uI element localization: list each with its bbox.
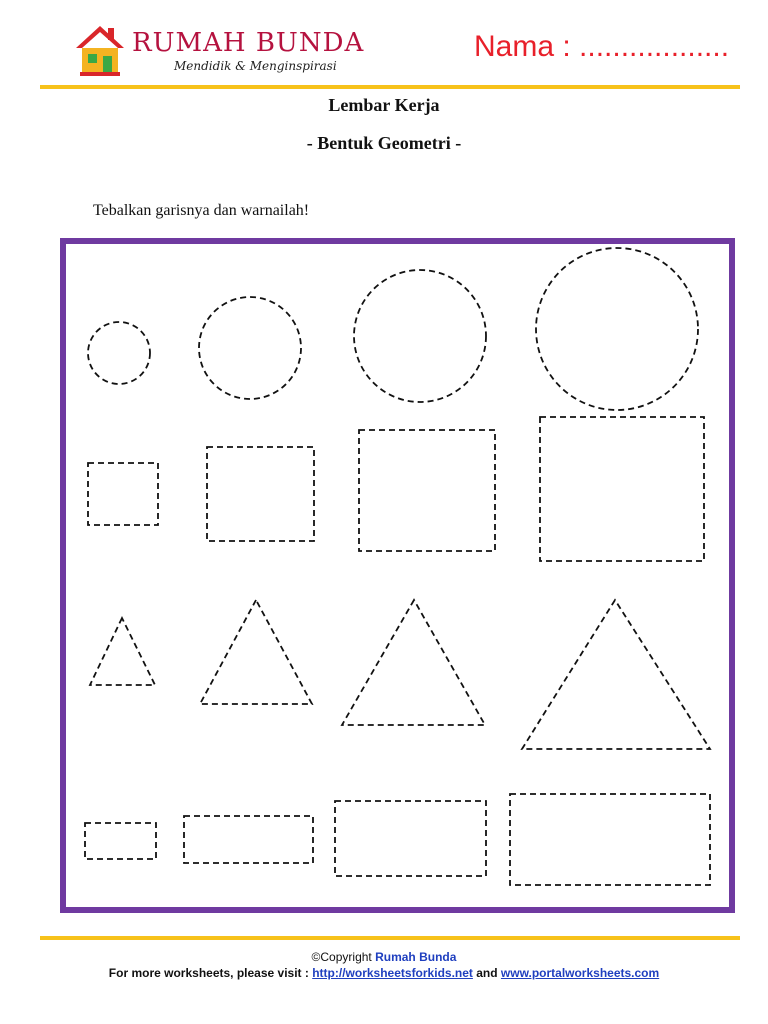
triangle-medium <box>200 600 312 704</box>
footer-copyright <box>0 950 768 964</box>
rectangle-medium <box>184 816 313 863</box>
circle-small <box>88 322 150 384</box>
worksheetsforkids-link[interactable]: http://worksheetsforkids.net <box>312 966 473 980</box>
triangle-large <box>342 600 485 725</box>
name-field-label: Nama : .................. <box>474 30 730 63</box>
portalworksheets-link[interactable]: www.portalworksheets.com <box>500 966 660 980</box>
bottom-divider <box>40 936 740 940</box>
top-divider <box>40 85 740 89</box>
triangle-xlarge <box>522 600 710 749</box>
rectangle-xlarge <box>510 794 710 885</box>
logo <box>70 22 370 82</box>
dashed-shapes <box>60 238 735 913</box>
circle-large <box>354 270 486 402</box>
footer-visit <box>0 966 768 980</box>
square-medium <box>207 447 314 541</box>
rectangle-small <box>85 823 156 859</box>
copyright-prefix: ©Copyright <box>311 950 376 964</box>
and-text: and <box>472 966 501 980</box>
visit-prefix: For more worksheets, please visit : <box>108 966 313 980</box>
instruction-text: Tebalkan garisnya dan warnailah! <box>93 202 310 219</box>
brand-tagline: Mendidik & Menginspirasi <box>174 59 337 73</box>
circle-medium <box>199 297 301 399</box>
rectangle-large <box>335 801 486 876</box>
copyright-brand-link[interactable]: Rumah Bunda <box>375 950 457 964</box>
square-xlarge <box>540 417 704 561</box>
house-icon <box>70 22 130 78</box>
worksheet-title: Lembar Kerja <box>328 95 440 115</box>
circle-xlarge <box>536 248 698 410</box>
worksheet-subtitle: - Bentuk Geometri - <box>306 133 462 153</box>
header <box>0 0 768 92</box>
square-large <box>359 430 495 551</box>
square-small <box>88 463 158 525</box>
brand-name: RUMAH BUNDA <box>132 28 365 58</box>
triangle-small <box>90 618 155 685</box>
shapes-frame <box>60 238 735 913</box>
